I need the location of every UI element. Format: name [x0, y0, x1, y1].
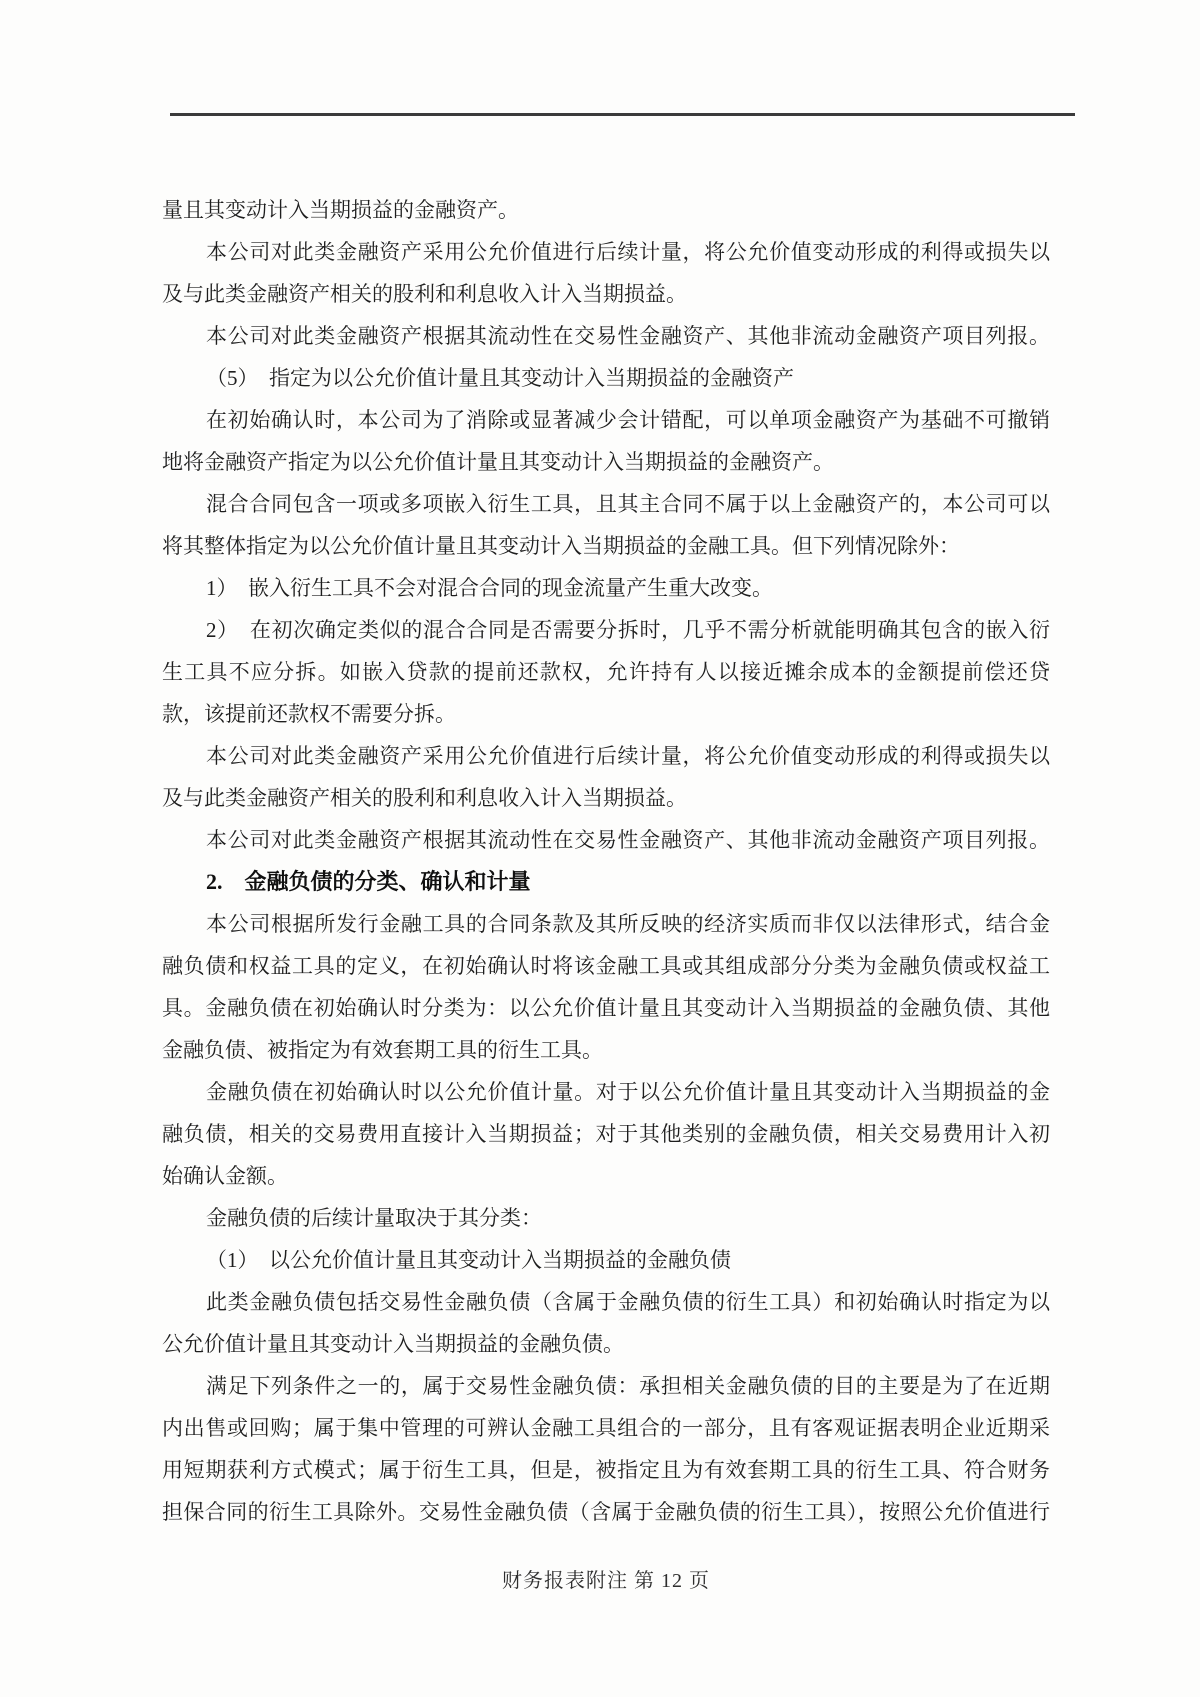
text-line: 及与此类金融资产相关的股利和利息收入计入当期损益。: [162, 786, 687, 810]
text-line: 金融负债在初始确认时以公允价值计量。对于以公允价值计量且其变动计入当期损益的金: [206, 1080, 1050, 1104]
text-line: 具。金融负债在初始确认时分类为：以公允价值计量且其变动计入当期损益的金融负债、其他: [162, 996, 1050, 1020]
text-line: 担保合同的衍生工具除外。交易性金融负债（含属于金融负债的衍生工具），按照公允价值进行: [162, 1500, 1050, 1524]
text-line: 金融负债、被指定为有效套期工具的衍生工具。: [162, 1038, 603, 1062]
text-line: 本公司对此类金融资产采用公允价值进行后续计量，将公允价值变动形成的利得或损失以: [206, 744, 1050, 768]
text-line: 始确认金额。: [162, 1164, 288, 1188]
text-line: 款，该提前还款权不需要分拆。: [162, 702, 456, 726]
text-line: 内出售或回购；属于集中管理的可辨认金融工具组合的一部分，且有客观证据表明企业近期采: [162, 1416, 1050, 1440]
document-body: [162, 189, 1050, 1533]
text-line: 量且其变动计入当期损益的金融资产。: [162, 198, 519, 222]
text-line: 公允价值计量且其变动计入当期损益的金融负债。: [162, 1332, 624, 1356]
text-line: 融负债，相关的交易费用直接计入当期损益；对于其他类别的金融负债，相关交易费用计入初: [162, 1122, 1050, 1146]
text-line: 本公司对此类金融资产采用公允价值进行后续计量，将公允价值变动形成的利得或损失以: [206, 240, 1050, 264]
text-line: 及与此类金融资产相关的股利和利息收入计入当期损益。: [162, 282, 687, 306]
text-line: 本公司根据所发行金融工具的合同条款及其所反映的经济实质而非仅以法律形式，结合金: [206, 912, 1050, 936]
text-line: 本公司对此类金融资产根据其流动性在交易性金融资产、其他非流动金融资产项目列报。: [206, 828, 1050, 852]
text-line: 2） 在初次确定类似的混合合同是否需要分拆时，几乎不需分析就能明确其包含的嵌入衍: [206, 618, 1050, 642]
text-line: 2. 金融负债的分类、确认和计量: [206, 869, 531, 894]
text-line: （5） 指定为以公允价值计量且其变动计入当期损益的金融资产: [206, 366, 794, 390]
text-line: 金融负债的后续计量取决于其分类：: [206, 1206, 542, 1230]
text-line: 生工具不应分拆。如嵌入贷款的提前还款权，允许持有人以接近摊余成本的金额提前偿还贷: [162, 660, 1050, 684]
text-line: 融负债和权益工具的定义，在初始确认时将该金融工具或其组成部分分类为金融负债或权益工: [162, 954, 1050, 978]
text-line: 此类金融负债包括交易性金融负债（含属于金融负债的衍生工具）和初始确认时指定为以: [206, 1290, 1050, 1314]
text-line: 将其整体指定为以公允价值计量且其变动计入当期损益的金融工具。但下列情况除外：: [162, 534, 960, 558]
text-line: 满足下列条件之一的，属于交易性金融负债：承担相关金融负债的目的主要是为了在近期: [206, 1374, 1050, 1398]
text-line: 本公司对此类金融资产根据其流动性在交易性金融资产、其他非流动金融资产项目列报。: [206, 324, 1050, 348]
text-line: 在初始确认时，本公司为了消除或显著减少会计错配，可以单项金融资产为基础不可撤销: [206, 408, 1050, 432]
text-line: 用短期获利方式模式；属于衍生工具，但是，被指定且为有效套期工具的衍生工具、符合财务: [162, 1458, 1050, 1482]
page-footer: 财务报表附注 第 12 页: [502, 1570, 710, 1592]
text-line: 地将金融资产指定为以公允价值计量且其变动计入当期损益的金融资产。: [162, 450, 834, 474]
text-line: 1） 嵌入衍生工具不会对混合合同的现金流量产生重大改变。: [206, 576, 773, 600]
text-line: 混合合同包含一项或多项嵌入衍生工具，且其主合同不属于以上金融资产的，本公司可以: [206, 492, 1050, 516]
header-rule: [170, 113, 1075, 116]
text-line: （1） 以公允价值计量且其变动计入当期损益的金融负债: [206, 1248, 731, 1272]
